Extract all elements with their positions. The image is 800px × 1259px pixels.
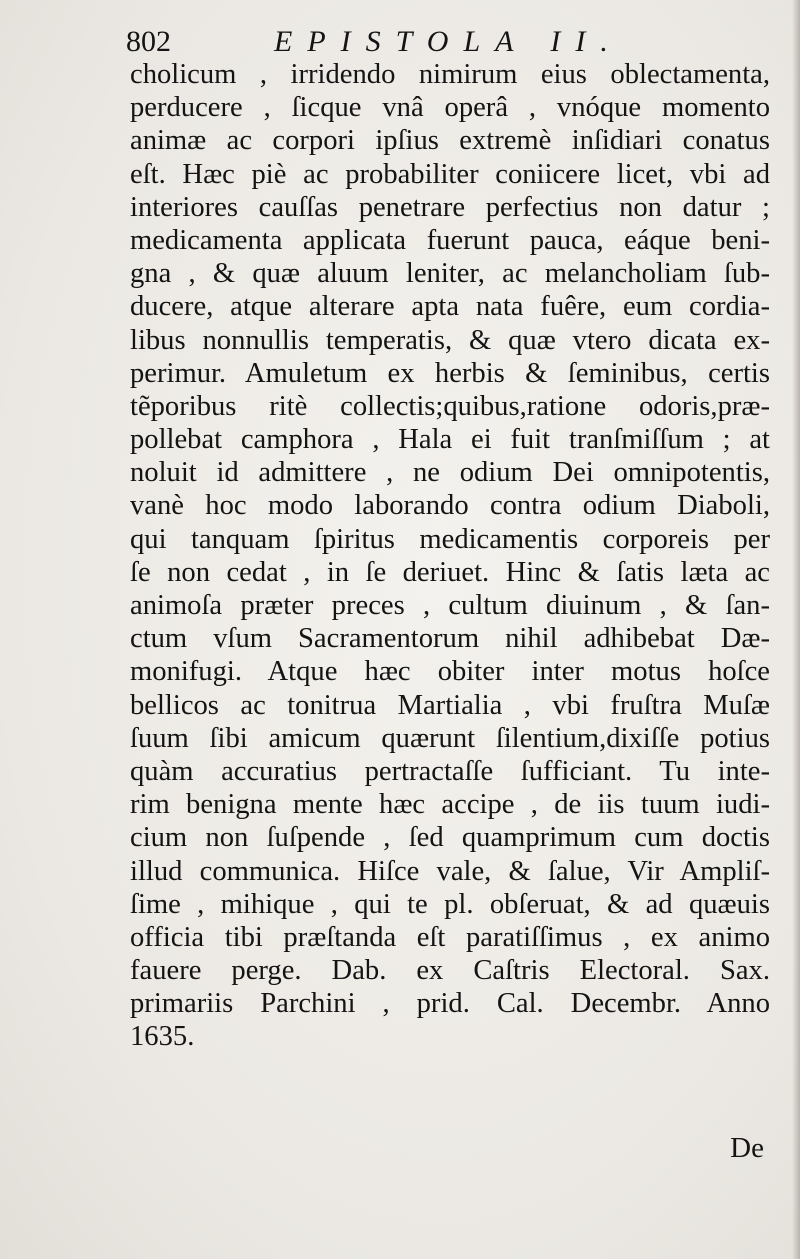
text-line: bellicos ac tonitrua Martialia , vbi fruſtra Muſæ xyxy=(130,689,770,721)
text-line: monifugi. Atque hæc obiter inter motus hoſce xyxy=(130,656,770,688)
text-body xyxy=(130,58,770,1054)
text-line: ſe non cedat , in ſe deriuet. Hinc & ſatis læta ac xyxy=(130,556,770,588)
text-line: cium non ſuſpende , ſed quamprimum cum doctis xyxy=(130,822,770,854)
text-line: pollebat camphora , Hala ei fuit tranſmiſſum ; at xyxy=(130,424,770,456)
text-line: perimur. Amuletum ex herbis & ſeminibus, certis xyxy=(130,357,770,389)
text-line: gna , & quæ aluum leniter, ac melancholiam ſub- xyxy=(130,258,770,290)
text-line: perducere , ſicque vnâ operâ , vnóque momento xyxy=(130,92,770,124)
text-line: quàm accuratius pertractaſſe ſufficiant. Tu inte- xyxy=(130,755,770,787)
text-line: libus nonnullis temperatis, & quæ vtero dicata ex- xyxy=(130,324,770,356)
text-line: noluit id admittere , ne odium Dei omnipotentis, xyxy=(130,457,770,489)
running-head xyxy=(126,22,666,62)
page-edge-shadow xyxy=(792,0,800,1259)
running-head-title: EPISTOLA II. xyxy=(274,25,623,58)
text-line: fauere perge. Dab. ex Caſtris Electoral. Sax. xyxy=(130,955,770,987)
text-line: cholicum , irridendo nimirum eius oblectamenta, xyxy=(130,59,770,90)
text-line: eſt. Hæc piè ac probabiliter coniicere licet, vbi ad xyxy=(130,158,770,190)
text-line: ſuum ſibi amicum quærunt ſilentium,dixiſſe potius xyxy=(130,722,770,754)
catchword: De xyxy=(730,1132,764,1164)
text-line: rim benigna mente hæc accipe , de iis tuum iudi- xyxy=(130,789,770,821)
page-number: 802 xyxy=(126,25,171,58)
text-line: vanè hoc modo laborando contra odium Diaboli, xyxy=(130,490,770,522)
text-line: ſime , mihique , qui te pl. obſeruat, & ad quæuis xyxy=(130,888,770,920)
text-line: animæ ac corpori ipſius extremè inſidiari conatus xyxy=(130,125,770,157)
text-line: animoſa præter preces , cultum diuinum , & ſan- xyxy=(130,590,770,621)
text-line: ctum vſum Sacramentorum nihil adhibebat Dæ- xyxy=(130,623,770,655)
text-line: officia tibi præſtanda eſt paratiſſimus , ex animo xyxy=(130,921,770,953)
text-line: tẽporibus ritè collectis;quibus,ratione odoris,præ- xyxy=(130,390,770,422)
text-line: ducere, atque alterare apta nata fuêre, eum cordia- xyxy=(130,291,770,323)
text-line: interiores cauſſas penetrare perfectius non datur ; xyxy=(130,191,770,223)
text-line: qui tanquam ſpiritus medicamentis corporeis per xyxy=(130,523,770,555)
text-line: illud communica. Hiſce vale, & ſalue, Vir Ampliſ- xyxy=(130,855,770,887)
text-line: medicamenta applicata fuerunt pauca, eáque beni- xyxy=(130,224,770,256)
text-line: primariis Parchini , prid. Cal. Decembr. Anno xyxy=(130,988,770,1020)
text-line-date: 1635. xyxy=(130,1021,195,1053)
